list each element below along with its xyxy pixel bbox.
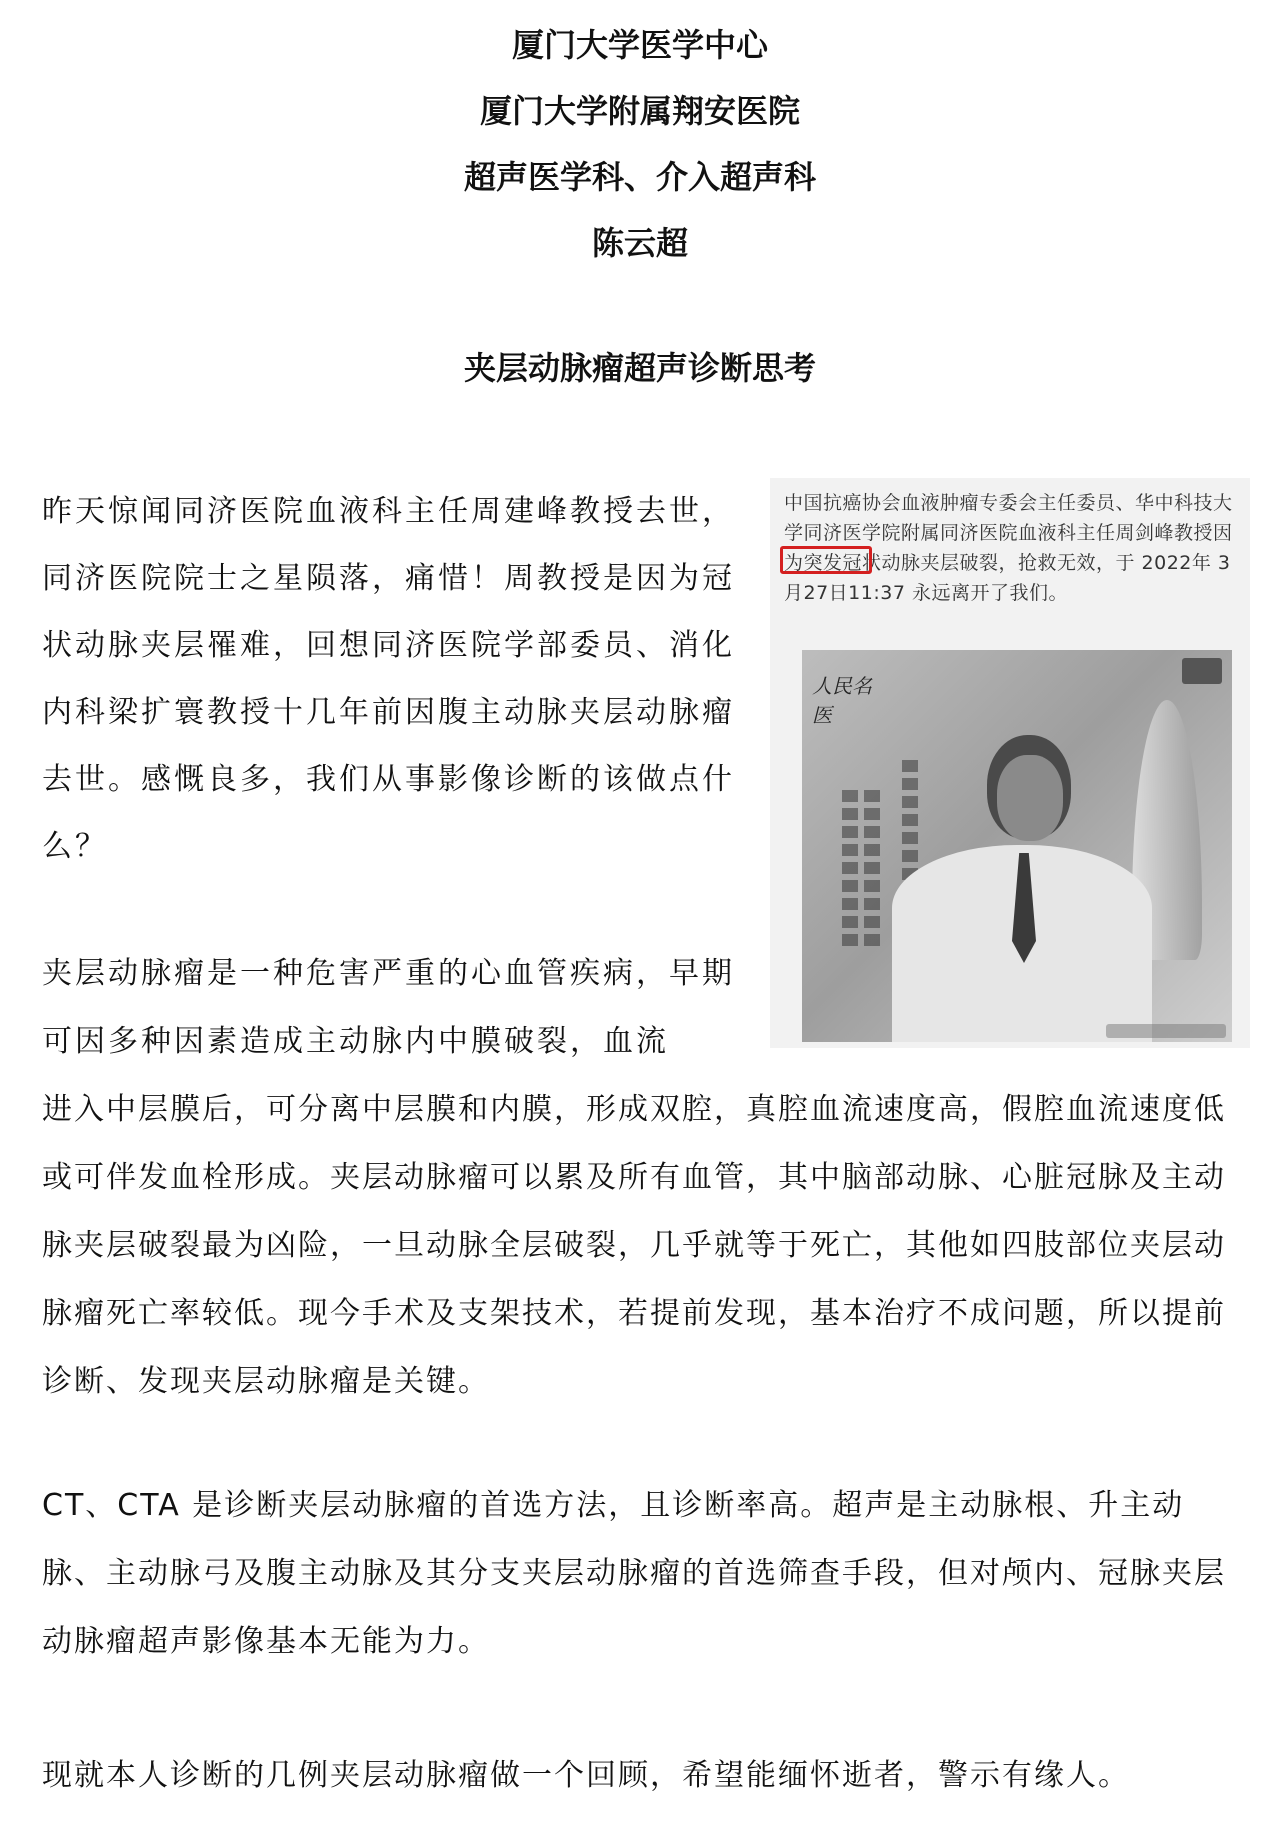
paragraph-definition-start: 夹层动脉瘤是一种危害严重的心血管疾病，早期可因多种因素造成主动脉内中膜破裂，血流: [42, 956, 735, 1059]
poster-vertical-text: [842, 790, 858, 950]
portrait-face: [997, 755, 1063, 841]
paragraph-closing: 现就本人诊断的几例夹层动脉瘤做一个回顾，希望能缅怀逝者，警示有缘人。: [42, 1758, 1130, 1793]
news-caption: 中国抗癌协会血液肿瘤专委会主任委员、华中科技大学同济医学院附属同济医院血液科主任周剑峰教授因为突发冠状动脉夹层破裂，抢救无效，于 2022年 3月27日11:37 永远离开了我们。: [784, 492, 1233, 604]
department-line: 超声医学科、介入超声科: [463, 158, 816, 196]
document-header: [0, 12, 1280, 276]
poster-logo: 人民名医: [812, 674, 872, 727]
author-name: 陈云超: [591, 224, 688, 262]
paragraph-definition-rest: 进入中层膜后，可分离中层膜和内膜，形成双腔，真腔血流速度高，假腔血流速度低或可伴发血栓形成。夹层动脉瘤可以累及所有血管，其中脑部动脉、心脏冠脉及主动脉夹层破裂最为凶险，一旦动脉全层破裂，几乎就等于死亡，其他如四肢部位夹层动脉瘤死亡率较低。现今手术及支架技术，若提前发现，基本治疗不成问题，所以提前诊断、发现夹层动脉瘤是关键。: [42, 1092, 1226, 1399]
name-highlight-box: [780, 546, 872, 574]
institution-line-1: 厦门大学医学中心: [511, 26, 768, 64]
paragraph-intro: 昨天惊闻同济医院血液科主任周建峰教授去世，同济医院院士之星陨落，痛惜！周教授是因为冠状动脉夹层罹难，回想同济医院学部委员、消化内科梁扩寰教授十几年前因腹主动脉夹层动脉瘤去世。感慨良多，我们从事影像诊断的该做点什么？: [42, 494, 735, 864]
institution-line-2: 厦门大学附属翔安医院: [479, 92, 800, 130]
poster-badge: [1182, 658, 1222, 684]
article-title: 夹层动脉瘤超声诊断思考: [463, 349, 816, 387]
paragraph-definition: [42, 940, 1242, 1416]
paragraph-methods: CT、CTA 是诊断夹层动脉瘤的首选方法，且诊断率高。超声是主动脉根、升主动脉、主动脉弓及腹主动脉及其分支夹层动脉瘤的首选筛查手段，但对颅内、冠脉夹层动脉瘤超声影像基本无能为力。: [42, 1488, 1226, 1659]
